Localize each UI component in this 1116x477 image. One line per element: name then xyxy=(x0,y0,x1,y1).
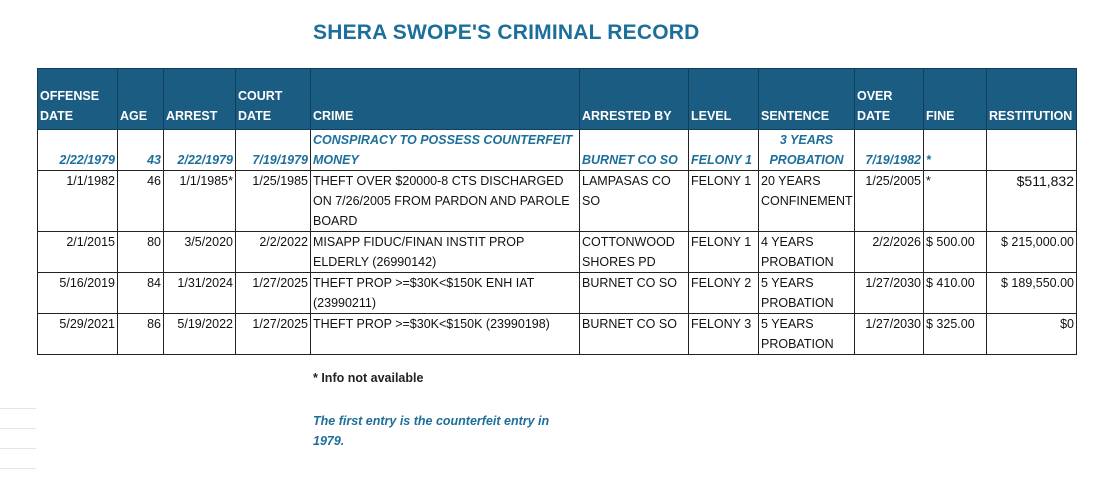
restitution-cell[interactable]: $ 189,550.00 xyxy=(987,273,1077,314)
over-date-cell[interactable]: 2/2/2026 xyxy=(855,232,924,273)
crime-cell[interactable]: MISAPP FIDUC/FINAN INSTIT PROP ELDERLY (26990142) xyxy=(311,232,580,273)
header-over-date[interactable]: OVER DATE xyxy=(855,69,924,130)
over-date-cell[interactable]: 1/27/2030 xyxy=(855,273,924,314)
arrested-by-cell[interactable]: COTTONWOOD SHORES PD xyxy=(580,232,689,273)
arrest-cell[interactable]: 2/22/1979 xyxy=(164,130,236,171)
level-cell[interactable]: FELONY 1 xyxy=(689,232,759,273)
table-row xyxy=(38,232,1077,273)
header-arrested-by[interactable]: ARRESTED BY xyxy=(580,69,689,130)
offense-date-cell[interactable]: 5/16/2019 xyxy=(38,273,118,314)
fine-cell[interactable]: * xyxy=(924,171,987,232)
header-row xyxy=(38,69,1077,130)
over-date-cell[interactable]: 1/25/2005 xyxy=(855,171,924,232)
table-row xyxy=(38,171,1077,232)
fine-cell[interactable]: $ 325.00 xyxy=(924,314,987,355)
crime-cell[interactable]: THEFT OVER $20000-8 CTS DISCHARGED ON 7/26/2005 FROM PARDON AND PAROLE BOARD xyxy=(311,171,580,232)
level-cell[interactable]: FELONY 1 xyxy=(689,171,759,232)
criminal-record-table xyxy=(37,68,1077,355)
offense-date-cell[interactable]: 2/1/2015 xyxy=(38,232,118,273)
header-restitution[interactable]: RESTITUTION xyxy=(987,69,1077,130)
page-title: SHERA SWOPE'S CRIMINAL RECORD xyxy=(313,21,700,44)
age-cell[interactable]: 46 xyxy=(118,171,164,232)
offense-date-cell[interactable]: 2/22/1979 xyxy=(38,130,118,171)
over-date-cell[interactable]: 7/19/1982 xyxy=(855,130,924,171)
sentence-cell[interactable]: 5 YEARS PROBATION xyxy=(759,273,855,314)
arrested-by-cell[interactable]: BURNET CO SO xyxy=(580,130,689,171)
table-row xyxy=(38,314,1077,355)
offense-date-cell[interactable]: 5/29/2021 xyxy=(38,314,118,355)
header-age[interactable]: AGE xyxy=(118,69,164,130)
age-cell[interactable]: 86 xyxy=(118,314,164,355)
restitution-cell[interactable]: $ 215,000.00 xyxy=(987,232,1077,273)
header-arrest[interactable]: ARREST xyxy=(164,69,236,130)
sentence-cell[interactable]: 20 YEARS CONFINEMENT xyxy=(759,171,855,232)
court-date-cell[interactable]: 1/27/2025 xyxy=(236,314,311,355)
age-cell[interactable]: 80 xyxy=(118,232,164,273)
table-row xyxy=(38,130,1077,171)
court-date-cell[interactable]: 1/25/1985 xyxy=(236,171,311,232)
fine-cell[interactable]: $ 500.00 xyxy=(924,232,987,273)
header-court-date[interactable]: COURT DATE xyxy=(236,69,311,130)
restitution-cell[interactable] xyxy=(987,130,1077,171)
court-date-cell[interactable]: 1/27/2025 xyxy=(236,273,311,314)
age-cell[interactable]: 43 xyxy=(118,130,164,171)
table-row xyxy=(38,273,1077,314)
header-offense-date[interactable]: OFFENSE DATE xyxy=(38,69,118,130)
crime-cell[interactable]: THEFT PROP >=$30K<$150K (23990198) xyxy=(311,314,580,355)
sentence-cell[interactable]: 3 YEARS PROBATION xyxy=(759,130,855,171)
sheet-gridline xyxy=(0,448,36,449)
arrest-cell[interactable]: 5/19/2022 xyxy=(164,314,236,355)
header-fine[interactable]: FINE xyxy=(924,69,987,130)
crime-cell[interactable]: CONSPIRACY TO POSSESS COUNTERFEIT MONEY xyxy=(311,130,580,171)
sheet-gridline xyxy=(0,468,36,469)
age-cell[interactable]: 84 xyxy=(118,273,164,314)
sheet-gridline xyxy=(0,428,36,429)
arrest-cell[interactable]: 1/31/2024 xyxy=(164,273,236,314)
court-date-cell[interactable]: 2/2/2022 xyxy=(236,232,311,273)
arrested-by-cell[interactable]: BURNET CO SO xyxy=(580,273,689,314)
first-entry-note: The first entry is the counterfeit entry in 1979. xyxy=(313,414,550,448)
restitution-cell[interactable]: $0 xyxy=(987,314,1077,355)
level-cell[interactable]: FELONY 2 xyxy=(689,273,759,314)
header-crime[interactable]: CRIME xyxy=(311,69,580,130)
level-cell[interactable]: FELONY 3 xyxy=(689,314,759,355)
crime-cell[interactable]: THEFT PROP >=$30K<$150K ENH IAT (23990211) xyxy=(311,273,580,314)
level-cell[interactable]: FELONY 1 xyxy=(689,130,759,171)
arrest-cell[interactable]: 1/1/1985* xyxy=(164,171,236,232)
info-not-available-note: * Info not available xyxy=(313,371,424,385)
over-date-cell[interactable]: 1/27/2030 xyxy=(855,314,924,355)
restitution-cell[interactable]: $511,832 xyxy=(987,171,1077,232)
fine-cell[interactable]: * xyxy=(924,130,987,171)
fine-cell[interactable]: $ 410.00 xyxy=(924,273,987,314)
arrest-cell[interactable]: 3/5/2020 xyxy=(164,232,236,273)
arrested-by-cell[interactable]: BURNET CO SO xyxy=(580,314,689,355)
header-level[interactable]: LEVEL xyxy=(689,69,759,130)
offense-date-cell[interactable]: 1/1/1982 xyxy=(38,171,118,232)
arrested-by-cell[interactable]: LAMPASAS CO SO xyxy=(580,171,689,232)
court-date-cell[interactable]: 7/19/1979 xyxy=(236,130,311,171)
sheet-gridline xyxy=(0,408,36,409)
header-sentence[interactable]: SENTENCE xyxy=(759,69,855,130)
sentence-cell[interactable]: 4 YEARS PROBATION xyxy=(759,232,855,273)
sentence-cell[interactable]: 5 YEARS PROBATION xyxy=(759,314,855,355)
